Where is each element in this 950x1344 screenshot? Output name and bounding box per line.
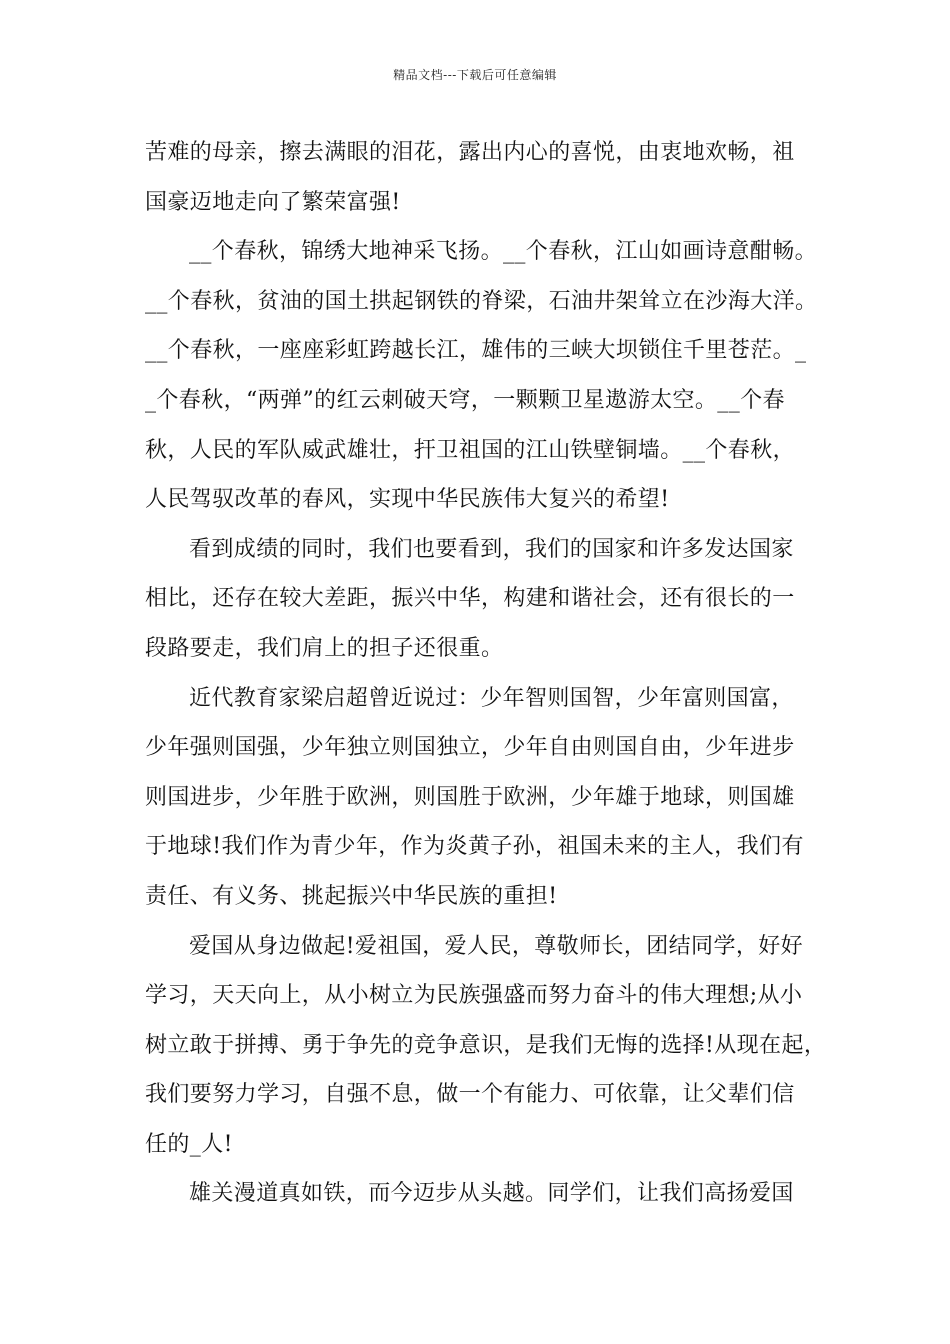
text-line: 爱国从身边做起!爱祖国，爱人民，尊敬师长，团结同学，好好 xyxy=(189,933,804,959)
text-line: 段路要走，我们肩上的担子还很重。 xyxy=(145,635,504,661)
text-line: 于地球!我们作为青少年，作为炎黄子孙，祖国未来的主人，我们有 xyxy=(145,834,804,860)
document-body xyxy=(145,128,835,1219)
paragraph xyxy=(145,674,835,922)
text-line: __个春秋，贫油的国土拱起钢铁的脊梁，石油井架耸立在沙海大洋。 xyxy=(145,288,818,314)
paragraph xyxy=(145,525,835,674)
text-line: 近代教育家梁启超曾近说过：少年智则国智，少年富则国富， xyxy=(189,685,794,711)
text-line: 人民驾驭改革的春风，实现中华民族伟大复兴的希望! xyxy=(145,487,670,513)
text-line: 看到成绩的同时，我们也要看到，我们的国家和许多发达国家 xyxy=(189,536,794,562)
paragraph xyxy=(145,128,835,227)
text-line: 任的_人! xyxy=(145,1131,233,1157)
paragraph xyxy=(145,922,835,1170)
page-header: 精品文档---下载后可任意编辑 xyxy=(393,68,557,82)
text-line: 苦难的母亲，擦去满眼的泪花，露出内心的喜悦，由衷地欢畅，祖 xyxy=(145,140,795,165)
text-line: __个春秋，锦绣大地神采飞扬。__个春秋，江山如画诗意酣畅。 xyxy=(189,239,818,265)
text-line: 树立敢于拼搏、勇于争先的竞争意识，是我们无悔的选择!从现在起， xyxy=(145,1032,827,1058)
text-line: 则国进步，少年胜于欧洲，则国胜于欧洲，少年雄于地球，则国雄 xyxy=(145,784,795,810)
text-line: 学习，天天向上，从小树立为民族强盛而努力奋斗的伟大理想;从小 xyxy=(145,983,803,1009)
paragraph xyxy=(145,1169,835,1219)
text-line: 少年强则国强，少年独立则国独立，少年自由则国自由，少年进步 xyxy=(145,735,795,761)
text-line: 我们要努力学习，自强不息，做一个有能力、可依靠，让父辈们信 xyxy=(145,1082,795,1108)
text-line: 雄关漫道真如铁，而今迈步从头越。同学们，让我们高扬爱国 xyxy=(189,1181,794,1207)
text-line: 责任、有义务、挑起振兴中华民族的重担! xyxy=(145,883,558,909)
text-line: 国豪迈地走向了繁荣富强! xyxy=(145,189,401,215)
text-line: 秋，人民的军队威武雄壮，扞卫祖国的江山铁壁铜墙。__个春秋， xyxy=(145,437,796,463)
text-line: 相比，还存在较大差距，振兴中华，构建和谐社会，还有很长的一 xyxy=(145,586,795,612)
text-line: _个春秋，“两弹”的红云刺破天穹，一颗颗卫星遨游太空。__个春 xyxy=(145,387,785,413)
text-line: __个春秋，一座座彩虹跨越长江，雄伟的三峡大坝锁住千里苍茫。_ xyxy=(145,338,807,364)
paragraph xyxy=(145,227,835,525)
